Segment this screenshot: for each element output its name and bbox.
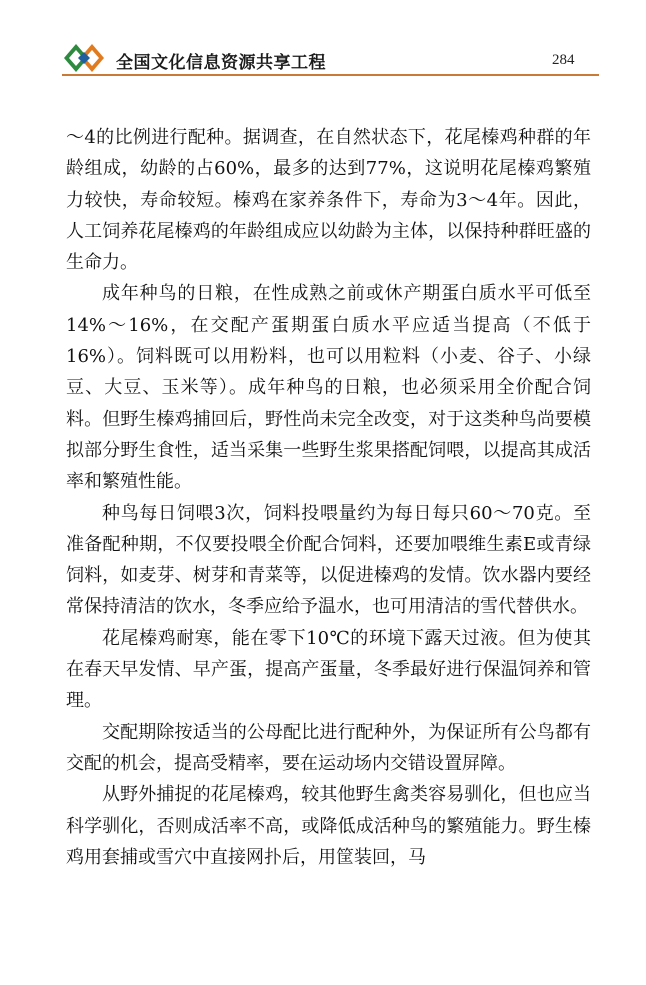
paragraph: 种鸟每日饲喂3次，饲料投喂量约为每日每只60～70克。至准备配种期，不仅要投喂全价配合饲料，还要加喂维生素E或青绿饲料，如麦芽、树芽和青菜等，以促进榛鸡的发情。饮水器内要经常保持清洁的饮水，冬季应给予温水，也可用清洁的雪代替供水。 <box>66 502 591 618</box>
paragraph: 从野外捕捉的花尾榛鸡，较其他野生禽类容易驯化，但也应当科学驯化，否则成活率不高，或降低成活种鸟的繁殖能力。野生榛鸡用套捕或雪穴中直接网扑后，用筐装回，马 <box>66 784 591 868</box>
paragraph: 交配期除按适当的公母配比进行配种外，为保证所有公鸟都有交配的机会，提高受精率，要在运动场内交错设置屏障。 <box>66 721 591 774</box>
page-header <box>0 0 646 80</box>
body-text <box>66 122 591 873</box>
paragraph: 成年种鸟的日粮，在性成熟之前或休产期蛋白质水平可低至14%～16%，在交配产蛋期蛋白质水平应适当提高（不低于16%）。饲料既可以用粉料，也可以用粒料（小麦、谷子、小绿豆、大豆、玉米等）。成年种鸟的日粮，也必须采用全价配合饲料。但野生榛鸡捕回后，野性尚未完全改变，对于这类种鸟尚要模拟部分野生食性，适当采集一些野生浆果搭配饲喂，以提高其成活率和繁殖性能。 <box>66 283 591 493</box>
header-title: 全国文化信息资源共享工程 <box>116 53 326 73</box>
diamond-logo-icon <box>62 40 112 76</box>
paragraph: ～4的比例进行配种。据调查，在自然状态下，花尾榛鸡种群的年龄组成，幼龄的占60%，最多的达到77%，这说明花尾榛鸡繁殖力较快，寿命较短。榛鸡在家养条件下，寿命为3～4年。因此，人工饲养花尾榛鸡的年龄组成应以幼龄为主体，以保持种群旺盛的生命力。 <box>66 127 591 274</box>
header-divider <box>62 74 599 76</box>
paragraph: 花尾榛鸡耐寒，能在零下10℃的环境下露天过液。但为使其在春天早发情、早产蛋，提高产蛋量，冬季最好进行保温饲养和管理。 <box>66 627 591 712</box>
page-number: 284 <box>552 52 575 68</box>
